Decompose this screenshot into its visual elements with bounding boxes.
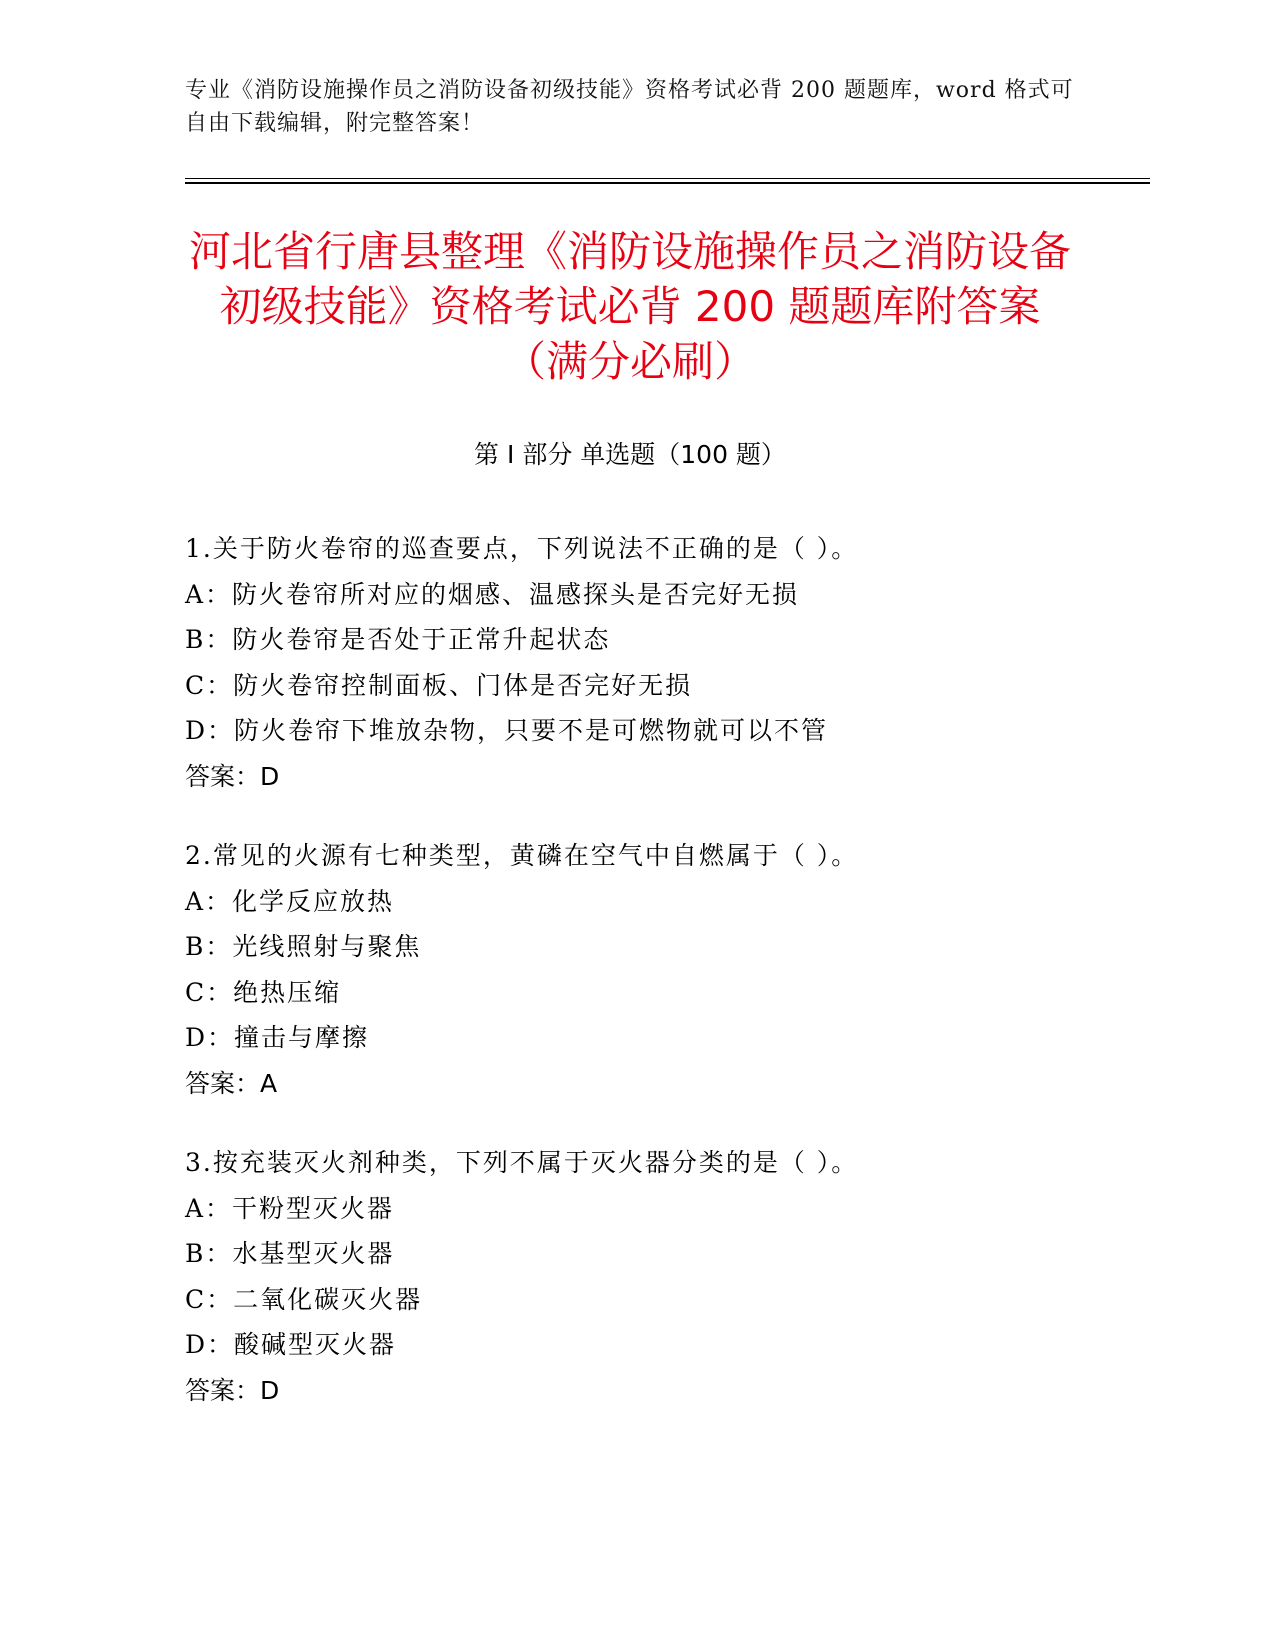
header-note: 专业《消防设施操作员之消防设备初级技能》资格考试必背 200 题题库，word 格式可自由下载编辑，附完整答案！ — [185, 78, 1074, 136]
question-stem: 3.按充装灭火剂种类，下列不属于灭火器分类的是（ ）。 — [185, 1148, 859, 1177]
option-a: A：防火卷帘所对应的烟感、温感探头是否完好无损 — [185, 579, 800, 609]
header-divider-thick — [185, 182, 1150, 184]
header-divider-thin — [185, 178, 1150, 179]
question-stem: 2.常见的火源有七种类型，黄磷在空气中自燃属于（ ）。 — [185, 841, 859, 870]
answer-text: 答案：A — [185, 1068, 278, 1098]
question-stem: 1.关于防火卷帘的巡查要点，下列说法不正确的是（ ）。 — [185, 534, 859, 563]
section-title: 第 I 部分 单选题（100 题） — [474, 440, 786, 469]
option-b: B：水基型灭火器 — [185, 1239, 395, 1268]
option-c: C：绝热压缩 — [185, 977, 342, 1007]
question-1 — [185, 526, 1085, 799]
answer-text: 答案：D — [185, 761, 280, 791]
option-a: A：干粉型灭火器 — [185, 1193, 395, 1223]
option-b: B：光线照射与聚焦 — [185, 932, 422, 961]
option-d: D：酸碱型灭火器 — [185, 1330, 397, 1359]
answer-text: 答案：D — [185, 1375, 280, 1405]
option-d: D：撞击与摩擦 — [185, 1023, 370, 1052]
option-b: B：防火卷帘是否处于正常升起状态 — [185, 625, 611, 654]
option-c: C：防火卷帘控制面板、门体是否完好无损 — [185, 670, 693, 700]
document-title: 河北省行唐县整理《消防设施操作员之消防设备初级技能》资格考试必背 200 题题库附答案（满分必刷） — [188, 227, 1071, 386]
option-a: A：化学反应放热 — [185, 886, 395, 916]
option-d: D：防火卷帘下堆放杂物，只要不是可燃物就可以不管 — [185, 716, 829, 745]
question-3 — [185, 1140, 1085, 1413]
option-c: C：二氧化碳灭火器 — [185, 1284, 423, 1314]
question-2 — [185, 833, 1085, 1106]
question-list — [185, 526, 1085, 1447]
